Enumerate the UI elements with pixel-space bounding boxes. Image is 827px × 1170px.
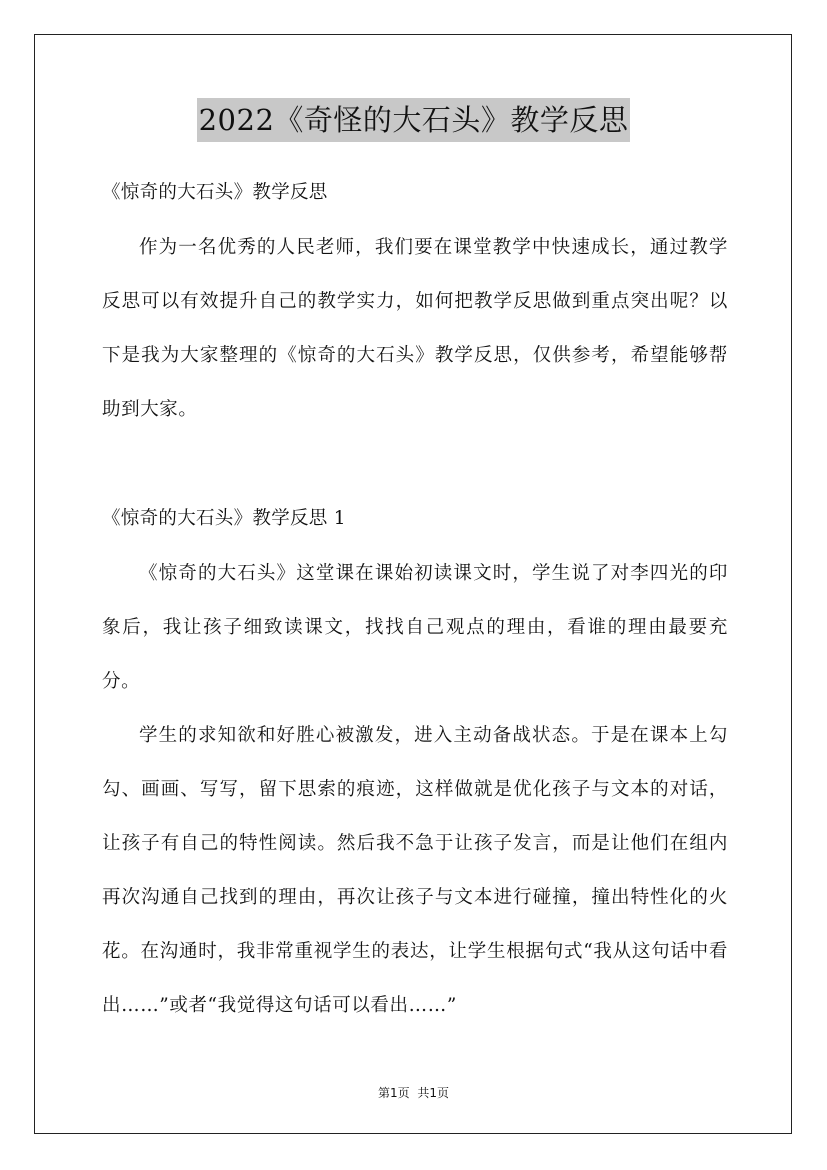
section-heading-1: 《惊奇的大石头》教学反思 1 <box>102 508 346 529</box>
document-subtitle: 《惊奇的大石头》教学反思 <box>102 182 328 203</box>
section-1-block <box>102 547 728 1033</box>
page-footer: 第1页 共1页 <box>377 1086 450 1100</box>
intro-block <box>102 221 728 437</box>
intro-paragraph: 作为一名优秀的人民老师，我们要在课堂教学中快速成长，通过教学反思可以有效提升自己的教学实力，如何把教学反思做到重点突出呢？以下是我为大家整理的《惊奇的大石头》教学反思，仅供参考，希望能够帮助到大家。 <box>102 237 728 420</box>
title-container <box>0 98 827 142</box>
section-1-paragraph-1: 《惊奇的大石头》这堂课在课始初读课文时，学生说了对李四光的印象后，我让孩子细致读课文，找找自己观点的理由，看谁的理由最要充分。 <box>102 563 728 692</box>
section-1-paragraph-2: 学生的求知欲和好胜心被激发，进入主动备战状态。于是在课本上勾勾、画画、写写，留下思索的痕迹，这样做就是优化孩子与文本的对话，让孩子有自己的特性阅读。然后我不急于让孩子发言，而是让他们在组内再次沟通自己找到的理由，再次让孩子与文本进行碰撞，撞出特性化的火花。在沟通时，我非常重视学生的表达，让学生根据句式“我从这句话中看出……”或者“我觉得这句话可以看出……” <box>102 725 728 1016</box>
document-title: 2022《奇怪的大石头》教学反思 <box>197 98 631 142</box>
